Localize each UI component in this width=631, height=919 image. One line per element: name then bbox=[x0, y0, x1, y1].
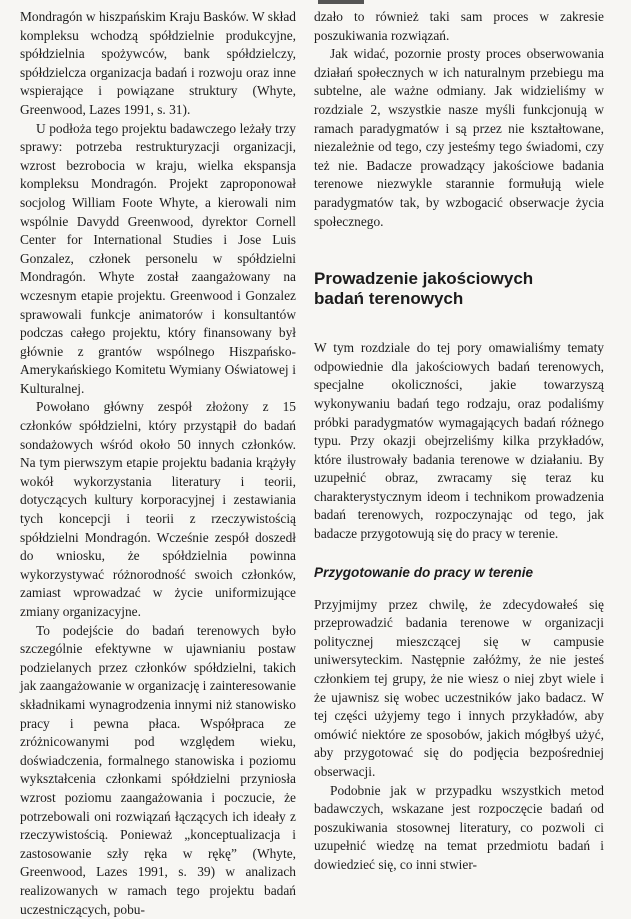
right-intro-paragraph-2: Jak widać, pozornie prosty proces obserwowania działań społecznych w ich naturalnym przebiegu ma subtelne, ale ważne odmiany. Jak widzieliśmy w rozdziale 2, wszystkie nasze myśli funkcjonują w ramach paradygmatów i są przez nie kształtowane, niezależnie od tego, czy jesteśmy tego świadomi, czy też nie. Badacze prowadzący jakościowe badania terenowe niezwykle starannie formułują wiele paradygmatów tak, by wzbogacić obserwacje życia społecznego. bbox=[314, 46, 604, 229]
sub-heading: Przygotowanie do pracy w terenie bbox=[314, 564, 534, 580]
sub-paragraph-2: Podobnie jak w przypadku wszystkich metod badawczych, wskazane jest rozpoczęcie badań od poszukiwania stosownej literatury, co pozwoli ci uzupełnić wiedzę na temat przedmiotu badań i dowiedzieć się, co inni stwier- bbox=[314, 782, 604, 872]
sub-paragraph-1: Przyjmijmy przez chwilę, że zdecydowałeś się przeprowadzić badania terenowe w organizacji politycznej mieszczącej się w campusie uniwersyteckim. Następnie załóżmy, że nie jesteś członkiem tej grupy, że nie wiesz o niej zbyt wiele i że ujawnisz się wobec uczestników jako badacz. W tej części użyjemy tego i innych przykładów, aby omówić niektóre ze sposobów, jakich mógłbyś użyć, aby przygotować się do podjęcia bezpośredniej obserwacji. bbox=[314, 596, 604, 779]
right-intro-paragraph-1: dzało to również taki sam proces w zakresie poszukiwania rozwiązań. bbox=[314, 9, 604, 43]
left-paragraph-2: U podłoża tego projektu badawczego leżały trzy sprawy: potrzeba restrukturyzacji organizacji, wzrost bezrobocia w kraju, wielka ekspansja kompleksu Mondragón. Projekt zaproponował socjolog William Foote Whyte, a kierowali nim wspólnie Davydd Greenwood, dyrektor Cornell Center for International Studies i Jose Luis Gonzalez, członek personelu w spółdzielni Mondragón. Whyte został zaangażowany na wczesnym etapie projektu. Greenwood i Gonzalez sprawowali funkcje animatorów i konsultantów podczas całego projektu, który finansowany był głównie z grantów wspólnego Hiszpańsko-Amerykańskiego Komitetu Wymiany Oświatowej i Kulturalnej. bbox=[20, 120, 296, 396]
section-paragraph-1: W tym rozdziale do tej pory omawialiśmy tematy odpowiednie dla jakościowych badań terenowych, specjalne okoliczności, jakie towarzyszą wykonywaniu badań tego rodzaju, oraz podaliśmy próbki paradygmatów wymagających badań różnego typu. Przy okazji obejrzeliśmy kilka przykładów, które ilustrowały badania terenowe w działaniu. By uzupełnić obraz, zwracamy się teraz ku charakterystycznym ideom i technikom prowadzenia badań terenowych, rozpoczynając od tego, jak badacze przygotowują się do pracy w terenie. bbox=[314, 340, 604, 542]
section-heading: Prowadzenie jakościowych badań terenowych bbox=[314, 269, 534, 309]
top-edge-mark bbox=[318, 0, 364, 4]
left-paragraph-4: To podejście do badań terenowych było szczególnie efektywne w ujawnianiu postaw podzielanych przez członków spółdzielni, takich jak zaangażowanie w organizację i zainteresowanie składnikami wynagrodzenia innymi niż stanowisko pracy i pewna płaca. Współpraca ze zróżnicowanymi pod względem wieku, doświadczenia, formalnego stanowiska i poziomu wykształcenia członkami spółdzielni przyniosła wzrost poziomu zaangażowania i poczucie, że potrzebowali oni rozwiązań łączących ich ideały z rzeczywistością. Ponieważ „konceptualizacja i zastosowanie szły ręka w rękę” (Whyte, Greenwood, Lazes 1991, s. 39) w analizach realizowanych w ramach tego projektu badań uczestniczących, pobu- bbox=[20, 622, 296, 917]
left-paragraph-1: Mondragón w hiszpańskim Kraju Basków. W skład kompleksu wchodzą spółdzielnie produkcyjne, spółdzielnia spożywców, bank spółdzielczy, spółdzielcza organizacja badań i rozwoju oraz inne wspierające i powiązane struktury (Whyte, Greenwood, Lazes 1991, s. 31). bbox=[20, 9, 296, 117]
left-paragraph-3: Powołano główny zespół złożony z 15 członków spółdzielni, który przystąpił do badań sondażowych wśród około 50 innych członków. Na tym pierwszym etapie projektu badania krążyły wokół wykorzystania literatury i teorii, dotyczących kultury korporacyjnej i zestawiania tych koncepcji i teorii z rzeczywistością spółdzielni Mondragón. Wcześnie zespół doszedł do wniosku, że spółdzielnia powinna wykorzystywać różnorodność swoich członków, zamiast wprowadzać w życie uniformizujące zmiany organizacyjne. bbox=[20, 399, 296, 619]
right-column bbox=[314, 8, 604, 875]
left-column bbox=[20, 8, 296, 919]
